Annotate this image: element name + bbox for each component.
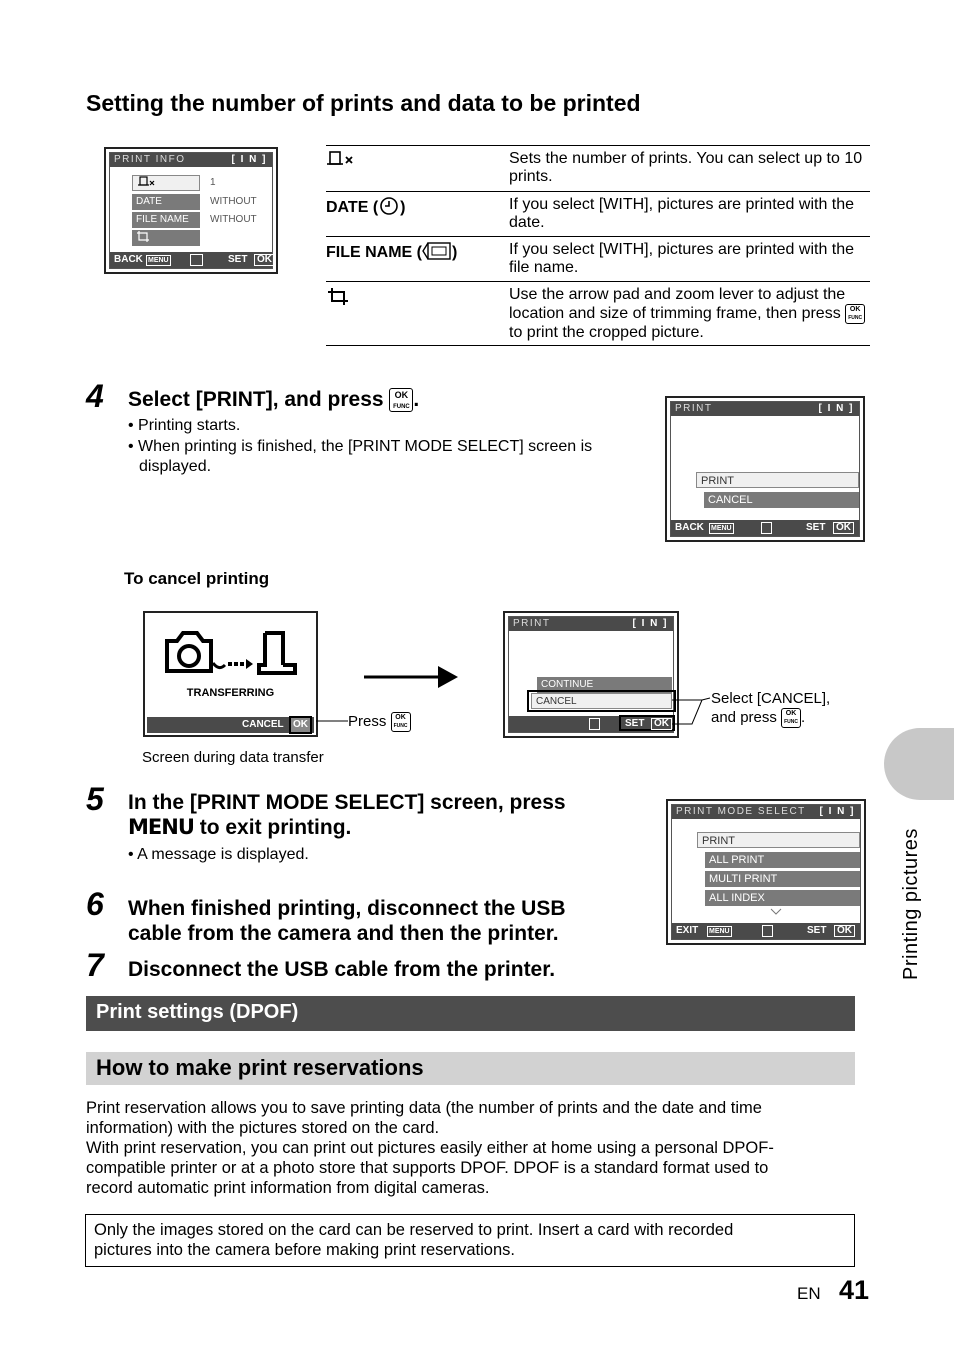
leader-line [316,719,348,723]
transfer-label: TRANSFERRING [186,687,275,699]
language-code: EN [797,1284,821,1303]
step-title: cable from the camera and then the printer. [128,922,559,945]
note-text: Only the images stored on the card can be reserved to print. Insert a card with recorded pictures into the camera before making print reservations. [94,1221,734,1259]
step-number: 5 [86,781,104,817]
menu-item-all-index[interactable]: ALL INDEX [705,890,860,906]
clock-icon [378,196,400,216]
screen-title: PRINT INFO [114,154,186,165]
memory-indicator: [ I N ] [632,618,668,629]
leader-line [672,694,712,730]
spec-row-file-name: FILE NAME ( ) If you select [WITH], pictures are printed with the file name. [326,236,870,281]
step-bullet: • Printing starts. [128,417,241,434]
spec-value: If you select [WITH], pictures are printed with the date. [509,196,855,231]
arrow-pad-icon [589,718,600,730]
arrow-pad-icon [762,925,773,937]
camera-to-printer-icon [163,627,303,677]
ok-icon: OK [254,254,275,266]
ok-icon[interactable]: OK [289,716,312,734]
file-name-row: FILE NAME [132,212,200,228]
trim-icon [326,286,350,306]
step-number: 7 [86,947,104,983]
spec-row-date: DATE ( ) If you select [WITH], pictures are printed with the date. [326,191,870,236]
trim-row [132,230,200,246]
print-count-value: 1 [210,177,216,188]
screen-title: PRINT MODE SELECT [676,806,806,817]
menu-item-print[interactable]: PRINT [697,832,860,848]
select-note: and press [711,709,777,726]
step-bullet: • A message is displayed. [128,846,309,863]
ok-func-icon: OK FUNC [391,712,411,732]
file-name-value: WITHOUT [210,214,257,225]
spec-value: Sets the number of prints. You can select up to 10 prints. [509,150,863,185]
ok-icon: OK [834,925,855,937]
section-heading: Print settings (DPOF) [86,996,855,1031]
screen-footer: BACK MENU SET OK [671,520,859,536]
note-box [85,1214,855,1267]
step-title: Disconnect the USB cable from the printer. [128,958,556,981]
file-icon [422,241,452,261]
ok-icon: OK [651,718,672,730]
print-count-icon [326,150,356,168]
step-title: In the [PRINT MODE SELECT] screen, press [128,791,566,814]
step-bullet: displayed. [139,458,212,475]
menu-item-continue[interactable]: CONTINUE [537,677,672,693]
print-count-icon [137,176,157,188]
menu-button-label: MENU [128,815,194,839]
section-heading: How to make print reservations [86,1052,855,1085]
spec-row-trim: Use the arrow pad and zoom lever to adjust the location and size of trimming frame, then press OK FUNC to print the cropped picture. [326,281,870,346]
ok-func-icon: OK FUNC [845,304,865,324]
select-note: Select [CANCEL], [711,690,831,707]
spec-row-prints [326,145,870,191]
screen-footer: EXIT MENU SET OK [672,923,860,939]
body-paragraph: Print reservation allows you to save printing data (the number of prints and the date and time information) with the pictures stored on the card. With print reservation, you can print out pictures easily either at home using a personal DPOF- compatible printer or at a photo store that supports DPOF. DPOF is a standard format used to record automatic print information from digital cameras. [86,1099,774,1197]
menu-item-multi-print[interactable]: MULTI PRINT [705,871,860,887]
scroll-down-icon [770,908,782,916]
ok-func-icon: OK FUNC [389,388,413,412]
step-number: 6 [86,886,104,922]
memory-indicator: [ I N ] [231,154,267,165]
arrow-pad-icon [190,254,203,266]
cancel-screen [503,611,679,738]
page-number: 41 [839,1275,870,1305]
arrow-pad-icon [761,522,772,534]
spec-value: If you select [WITH], pictures are printed with the file name. [509,241,855,276]
menu-icon: MENU [709,928,730,935]
memory-indicator: [ I N ] [819,806,855,817]
chapter-tab [884,728,954,800]
print-mode-select-screen [666,799,866,945]
screen-title: PRINT [513,618,551,629]
subheading: To cancel printing [124,569,270,588]
step-title: When finished printing, disconnect the USB [128,897,566,920]
step-bullet: • When printing is finished, the [PRINT MODE SELECT] screen is [128,438,593,455]
date-value: WITHOUT [210,196,257,207]
print-screen [665,396,865,542]
screen-footer: CANCEL OK [147,717,314,733]
spec-value: Use the arrow pad and zoom lever to adjust the location and size of trimming frame, then press [509,286,846,323]
screen-footer: BACK MENU SET OK [110,252,272,268]
trim-icon [136,230,150,242]
menu-item-cancel[interactable]: CANCEL [531,693,672,709]
menu-item-all-print[interactable]: ALL PRINT [705,852,860,868]
transfer-screen [143,611,318,737]
ok-func-icon: OK FUNC [781,708,801,728]
menu-item-cancel[interactable]: CANCEL [704,492,859,508]
menu-icon: MENU [148,257,169,264]
menu-item-print[interactable]: PRINT [696,472,859,488]
step-title: Select [PRINT], and press OK FUNC . [128,388,420,411]
screen-title: PRINT [675,403,713,414]
step-number: 4 [86,378,104,414]
press-label: Press [348,713,387,730]
print-count-row [132,175,200,191]
menu-icon: MENU [711,525,732,532]
memory-indicator: [ I N ] [818,403,854,414]
arrow-right-icon [364,663,460,691]
chapter-label: Printing pictures [900,828,922,980]
ok-icon: OK [833,522,854,534]
caption: Screen during data transfer [142,749,324,766]
print-info-screen [104,147,278,274]
page-heading: Setting the number of prints and data to be printed [86,90,641,116]
screen-footer: SET OK [509,716,673,732]
date-row: DATE [132,194,200,210]
step-title: MENU to exit printing. [128,815,352,839]
